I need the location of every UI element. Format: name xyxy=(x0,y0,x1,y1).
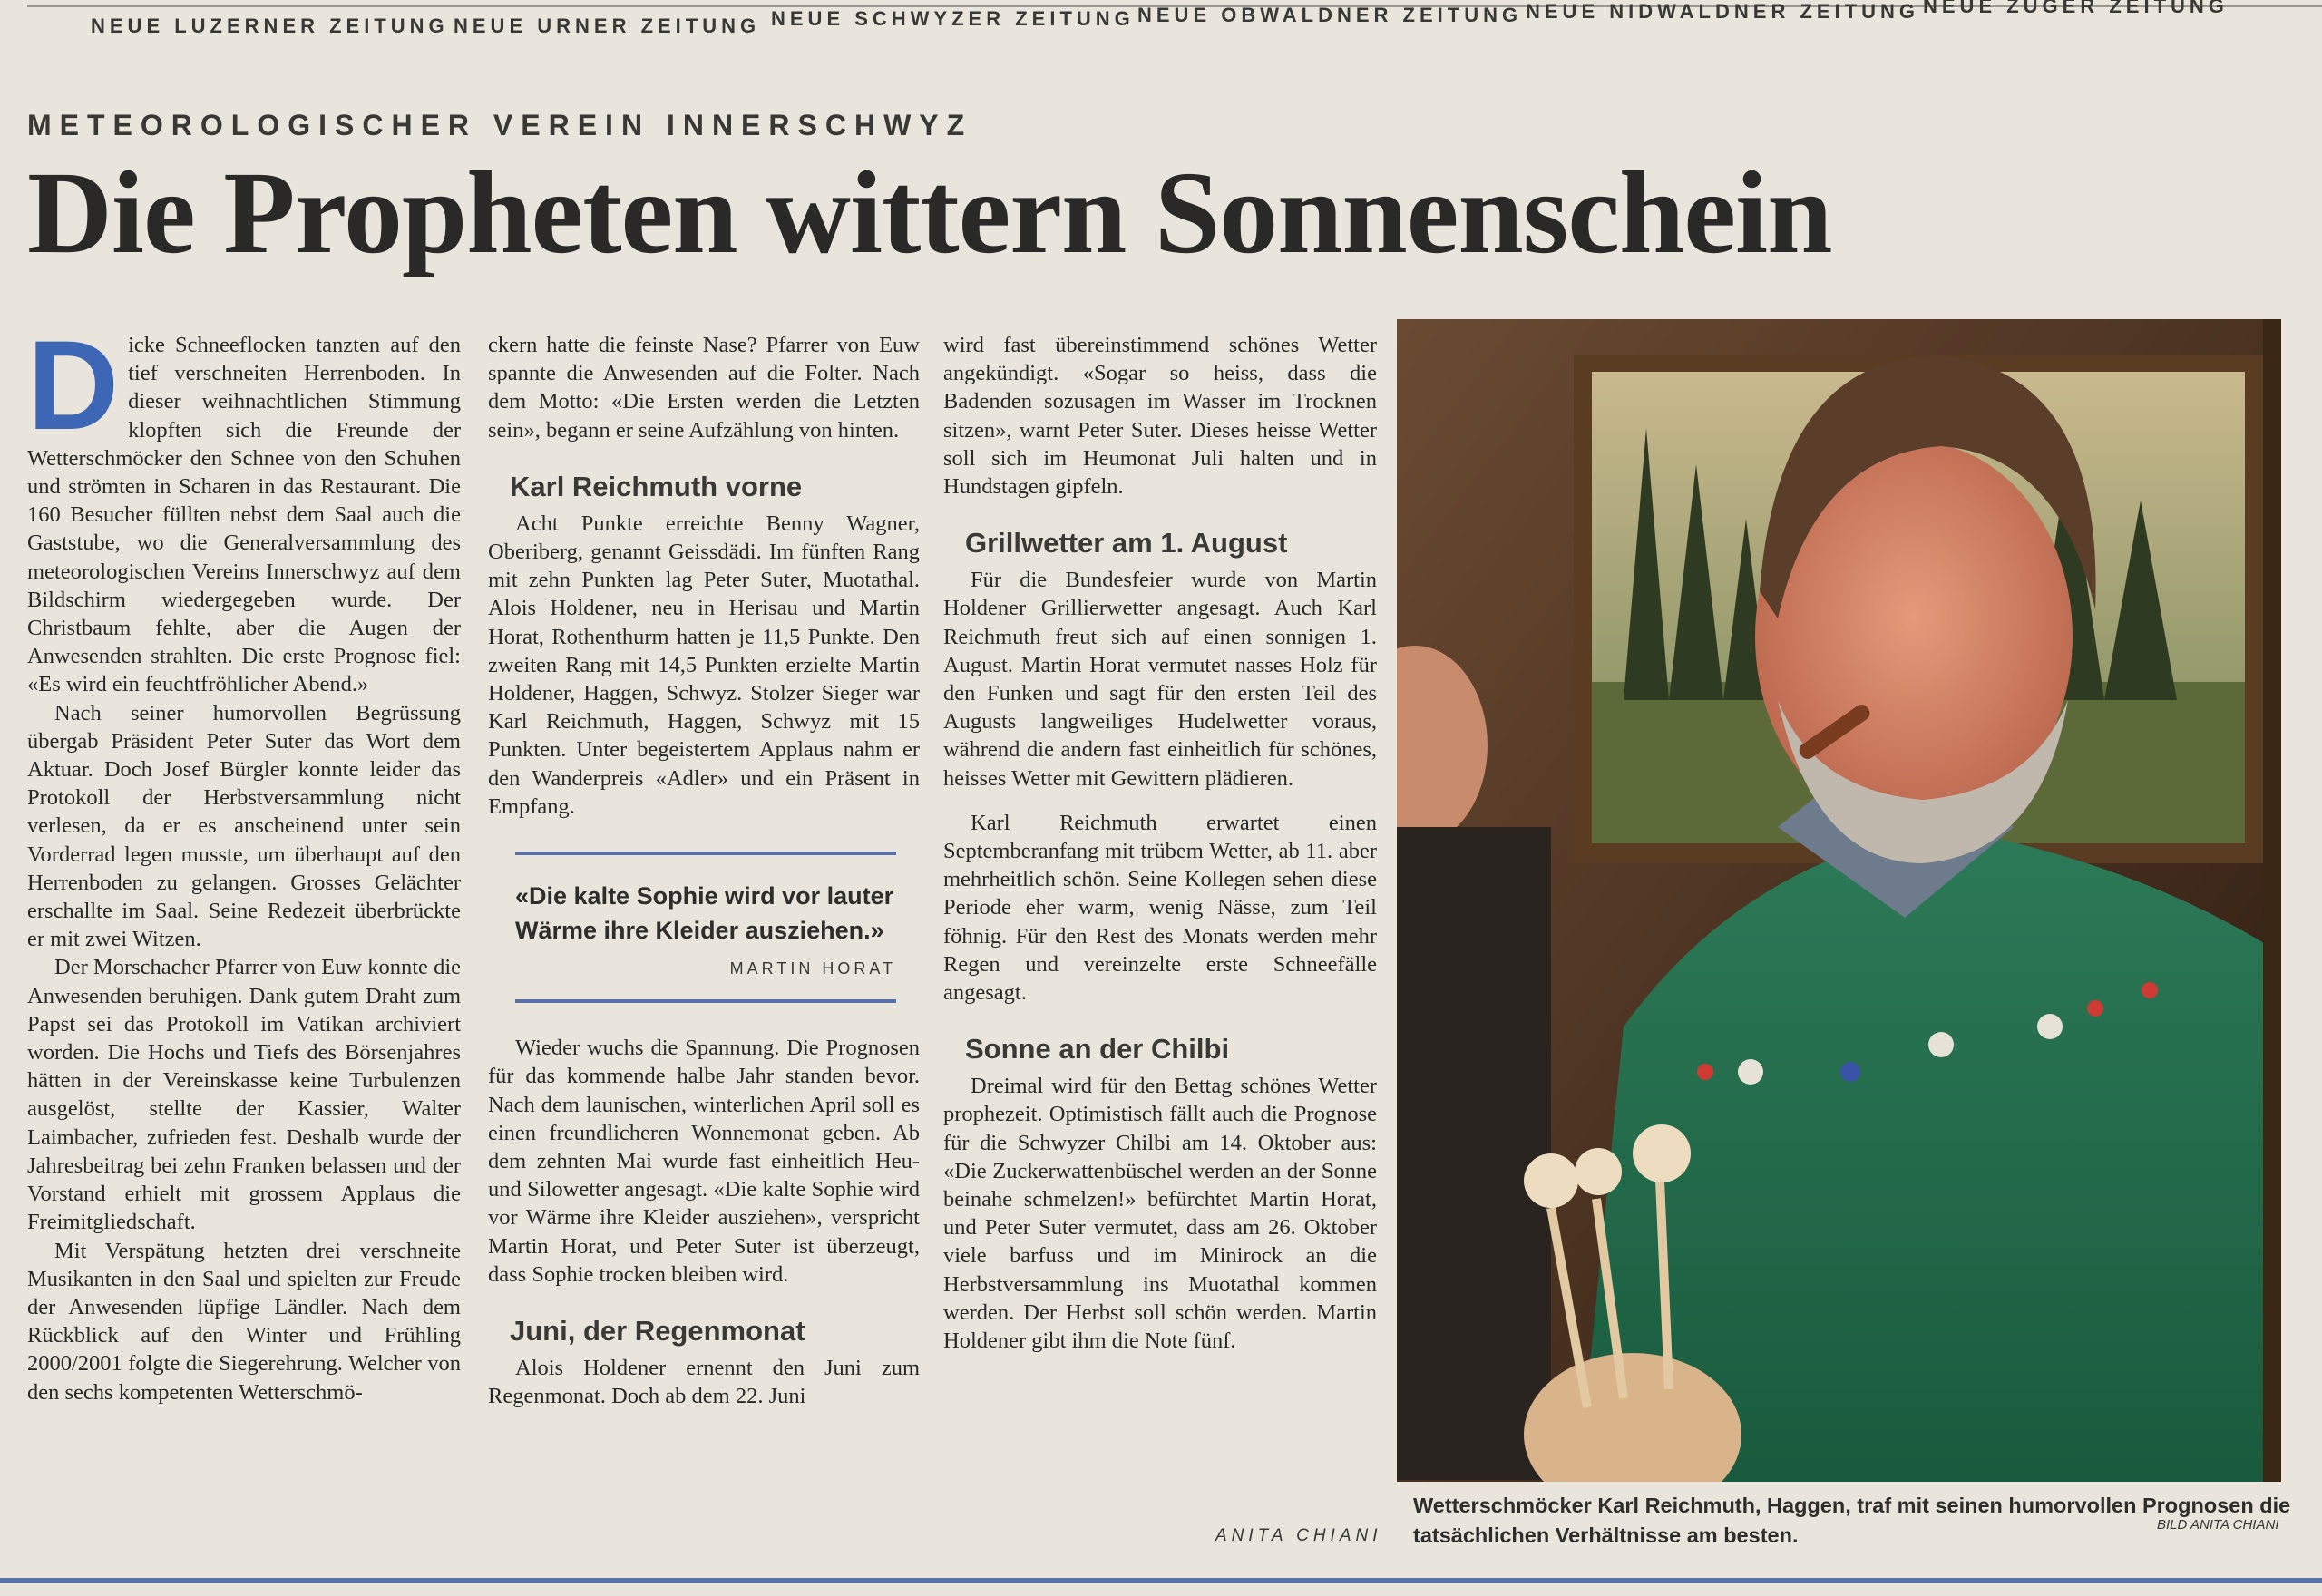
paragraph: Wieder wuchs die Spannung. Die Prognosen für das kommende halbe Jahr standen bevor. Nach dem launischen, winterlichen April soll es einen freundlicheren Wonnemonat geben. Ab dem zehnten Mai wurde fast einheitlich Heu- und Silowetter angesagt. «Die kalte Sophie wird vor Wärme ihre Kleider ausziehen», verspricht Martin Horat, und Peter Suter ist überzeugt, dass Sophie trocken bleiben wird. xyxy=(488,1036,920,1287)
paragraph xyxy=(27,331,461,699)
paragraph-text: icke Schneeflocken tanzten auf den tief verschneiten Herrenboden. In dieser weihnachtlichen Stimmung klopften sich die Freunde der Wetterschmöcker den Schnee von den Schuhen und strömten in Scharen in das Restaurant. Die 160 Besucher füllten nebst dem Saal auch die Gaststube, wo die Generalversammlung des meteorologischen Vereins Innerschwyz auf dem Bildschirm wiedergegeben wurde. Der Christbaum fehlte, aber die Augen der Anwesenden strahlten. Die erste Prognose fiel: «Es wird ein feuchtfröhlicher Abend.» xyxy=(27,333,461,697)
masthead-obwalden: NEUE OBWALDNER ZEITUNG xyxy=(1137,4,1523,26)
article-column-1 xyxy=(27,331,461,1564)
article-headline: Die Propheten wittern Sonnenschein xyxy=(27,148,1832,278)
subheading: Juni, der Regenmonat xyxy=(510,1315,805,1348)
paragraph: Mit Verspätung hetzten drei verschneite Musikanten in den Saal und spielten zur Freude der Anwesenden lüpfige Ländler. Nach dem Rückblick auf den Winter und Frühling 2000/2001 folgte die Siegerehrung. Welcher von den sechs kompetenten Wetterschmö- xyxy=(27,1238,461,1405)
paragraph: Nach seiner humorvollen Begrüssung übergab Präsident Peter Suter das Wort dem Aktuar. Doch Josef Bürgler konnte leider das Protokoll der Herbstversammlung nicht verlesen, da er es anscheinend unter sein Vorderrad legen musste, um überhaupt auf den Herrenboden zu gelangen. Grosses Gelächter erschallte im Saal. Seine Redezeit überbrückte er mit zwei Witzen. xyxy=(27,700,461,952)
subheading: Karl Reichmuth vorne xyxy=(510,470,803,502)
masthead xyxy=(0,0,2322,47)
paragraph: Für die Bundesfeier wurde von Martin Holdener Grillierwetter angesagt. Auch Karl Reichmuth freut sich auf einen sonnigen 1. August. Martin Horat vermutet nasses Holz für den Funken und sagt für den ersten Teil des Augusts langweiliges Hudelwetter voraus, während die andern fast einheitlich für schönes, heisses Wetter mit Gewittern plädieren. xyxy=(943,568,1377,791)
masthead-zug: NEUE ZUGER ZEITUNG xyxy=(1923,0,2229,17)
masthead-uri: NEUE URNER ZEITUNG xyxy=(454,15,761,37)
article-column-2 xyxy=(488,331,920,1564)
author-byline: ANITA CHIANI xyxy=(1215,1526,1382,1545)
photo-caption: Wetterschmöcker Karl Reichmuth, Haggen, traf mit seinen humorvollen Prognosen die tatsächlichen Verhältnisse am besten. xyxy=(1413,1494,2291,1547)
subheading: Sonne an der Chilbi xyxy=(965,1033,1230,1066)
masthead-nidwalden: NEUE NIDWALDNER ZEITUNG xyxy=(1526,0,1919,23)
pull-quote xyxy=(515,852,896,1003)
photo-credit: BILD ANITA CHIANI xyxy=(2157,1517,2279,1533)
pull-quote-text: «Die kalte Sophie wird vor lauter Wärme ihre Kleider ausziehen.» xyxy=(515,882,894,945)
drop-cap: D xyxy=(27,331,120,456)
pull-quote-rule-bottom xyxy=(515,999,896,1003)
masthead-luzern: NEUE LUZERNER ZEITUNG xyxy=(91,15,449,37)
masthead-schwyz: NEUE SCHWYZER ZEITUNG xyxy=(771,7,1135,30)
pull-quote-rule-top xyxy=(515,852,896,855)
paragraph: Alois Holdener ernennt den Juni zum Regenmonat. Doch ab dem 22. Juni xyxy=(488,1356,920,1409)
paragraph: Karl Reichmuth erwartet einen Septemberanfang mit trübem Wetter, ab 11. aber mehrheitlich schön. Seine Kollegen sehen diese Periode eher warm, wenig Nässe, zum Teil föhnig. Für den Rest des Monats werden mehr Regen und vereinzelte erste Schneefälle angesagt. xyxy=(943,810,1377,1006)
paragraph: Dreimal wird für den Bettag schönes Wetter prophezeit. Optimistisch fällt auch die Prognose für die Schwyzer Chilbi am 14. Oktober aus: «Die Zuckerwattenbüschel werden an der Sonne beinahe schmelzen!» befürchtet Martin Horat, und Peter Suter vermutet, dass am 26. Oktober viele barfuss und im Minirock an die Herbstversammlung ins Muotathal kommen werden. Der Herbst soll schön werden. Martin Holdener gibt ihm die Note fünf. xyxy=(943,1074,1377,1354)
paragraph: Acht Punkte erreichte Benny Wagner, Oberiberg, genannt Geissdädi. Im fünften Rang mit zehn Punkten lag Peter Suter, Muotathal. Alois Holdener, neu in Herisau und Martin Horat, Rothenthurm hatten je 11,5 Punkte. Den zweiten Rang mit 14,5 Punkten erzielte Martin Holdener, Haggen, Schwyz. Stolzer Sieger war Karl Reichmuth, Haggen, Schwyz mit 15 Punkten. Unter begeistertem Applaus nahm er den Wanderpreis «Adler» und ein Präsent in Empfang. xyxy=(488,511,920,819)
paragraph: Der Morschacher Pfarrer von Euw konnte die Anwesenden beruhigen. Dank gutem Draht zum Papst sei das Protokoll im Vatikan archiviert worden. Die Hochs und Tiefs des Börsenjahres hätten in der Vereinskasse keine Turbulenzen ausgelöst, stellte der Kassier, Walter Laimbacher, zufrieden fest. Deshalb wurde der Jahresbeitrag bei zehn Franken belassen und der Vorstand erhielt mit grossem Applaus die Freimitgliedschaft. xyxy=(27,955,461,1235)
article-column-3 xyxy=(943,331,1377,1564)
article-kicker: METEOROLOGISCHER VEREIN INNERSCHWYZ xyxy=(27,109,973,141)
paragraph: ckern hatte die feinste Nase? Pfarrer von Euw spannte die Anwesenden auf die Folter. Nach dem Motto: «Die Ersten werden die Letzten sein», begann er seine Aufzählung von hinten. xyxy=(488,333,920,443)
subheading: Grillwetter am 1. August xyxy=(965,527,1288,560)
pull-quote-author: MARTIN HORAT xyxy=(729,959,896,978)
paragraph: wird fast übereinstimmend schönes Wetter angekündigt. «Sogar so heiss, dass die Badenden sozusagen im Wasser im Trocknen sitzen», warnt Peter Suter. Dieses heisse Wetter soll sich im Heumonat Juli halten und in Hundstagen gipfeln. xyxy=(943,333,1377,500)
article-photo xyxy=(1397,319,2281,1482)
photo-illustration xyxy=(1397,319,2281,1482)
page-bottom-rule xyxy=(0,1578,2322,1583)
